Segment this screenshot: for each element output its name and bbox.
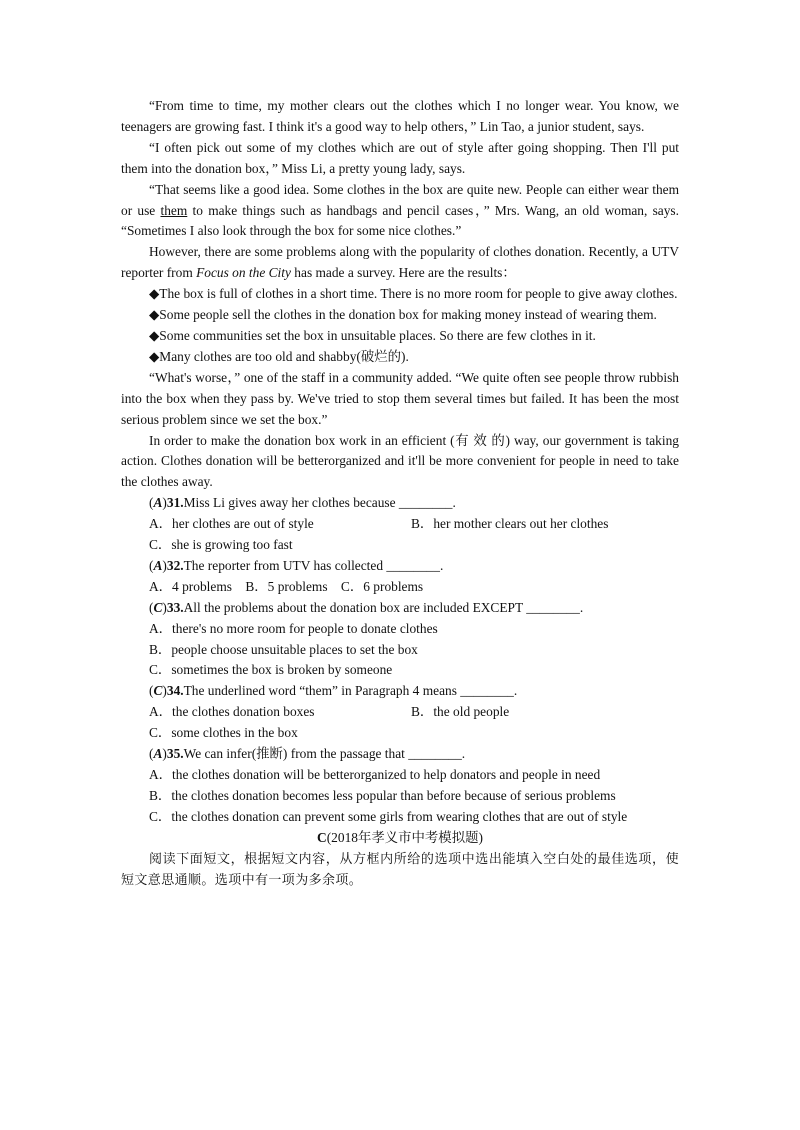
bullet-item-1: ◆The box is full of clothes in a short time. There is no more room for people to give away clothes. xyxy=(149,286,678,302)
answer-31: A xyxy=(153,495,163,511)
question-paren-close: ) xyxy=(162,599,167,615)
paragraph-mrs-wang-part1: “That seems like a good idea. Some clothes in the box are quite new. People can either wear them or use xyxy=(121,181,679,218)
question-31 xyxy=(121,493,679,514)
question-paren-open: ( xyxy=(149,599,154,615)
question-text: All the problems about the donation box are included EXCEPT ________. xyxy=(183,599,584,615)
question-number: 31. xyxy=(166,495,184,511)
paragraph-survey-part2: has made a survey. Here are the results： xyxy=(290,265,516,281)
question-number: 34. xyxy=(166,683,184,699)
options-31-row1 xyxy=(121,514,679,535)
question-35 xyxy=(121,744,679,765)
question-text: We can infer(推断) from the passage that ________. xyxy=(183,746,466,762)
question-paren-close: ) xyxy=(162,495,167,511)
question-text: The underlined word “them” in Paragraph 4 means ________. xyxy=(183,683,518,699)
paragraph-survey-part1: However, there are some problems along with the popularity of clothes donation. Recently, a UTV reporter from xyxy=(121,244,679,281)
option-33-a: A．there's no more room for people to donate clothes xyxy=(149,620,438,636)
question-number: 35. xyxy=(166,746,184,762)
bullet-item-4: ◆Many clothes are too old and shabby(破烂的). xyxy=(149,348,409,364)
question-text: The reporter from UTV has collected ________. xyxy=(183,557,444,573)
question-paren-open: ( xyxy=(149,557,154,573)
option-35-a: A．the clothes donation will be betterorganized to help donators and people in need xyxy=(149,767,601,782)
program-title: Focus on the City xyxy=(196,265,291,281)
question-paren-open: ( xyxy=(149,746,154,762)
answer-34: C xyxy=(153,683,163,699)
section-source: (2018年孝义市中考模拟题) xyxy=(326,829,483,845)
option-35-c: C．the clothes donation can prevent some girls from wearing clothes that are out of style xyxy=(149,808,628,824)
option-31-b: B．her mother clears out her clothes xyxy=(411,516,609,532)
question-paren-close: ) xyxy=(162,557,167,573)
option-34-b: B．the old people xyxy=(411,704,510,720)
paragraph-lin-tao: “From time to time, my mother clears out the clothes which I no longer wear. You know, we teenagers are growing fast. I think it's a good way to help others，” Lin Tao, a junior student, says. xyxy=(121,98,679,134)
answer-35: A xyxy=(153,746,163,762)
option-33-c: C．sometimes the box is broken by someone xyxy=(149,662,393,678)
paragraph-government: In order to make the donation box work in an efficient (有 效 的) way, our government is taking action. Clothes donation will be betterorganized and it'll be more convenient for people in need to take the clothes away. xyxy=(121,432,679,490)
answer-33: C xyxy=(153,599,163,615)
section-letter: C xyxy=(317,829,327,845)
option-33-b: B．people choose unsuitable places to set the box xyxy=(149,641,418,657)
paragraph-miss-li: “I often pick out some of my clothes which are out of style after going shopping. Then I'll put them into the donation box，” Miss Li, a pretty young lady, says. xyxy=(121,139,679,176)
question-paren-close: ) xyxy=(162,683,167,699)
question-text: Miss Li gives away her clothes because ________. xyxy=(183,495,456,511)
underlined-word-them: them xyxy=(160,202,188,218)
section-title xyxy=(121,828,679,849)
question-paren-open: ( xyxy=(149,683,154,699)
question-33 xyxy=(121,598,679,619)
question-paren-close: ) xyxy=(162,746,167,762)
section-instructions: 阅读下面短文，根据短文内容，从方框内所给的选项中选出能填入空白处的最佳选项，使短文意思通顺。选项中有一项为多余项。 xyxy=(121,851,679,889)
paragraph-worse: “What's worse，” one of the staff in a community added. “We quite often see people throw rubbish into the box when they pass by. We've tried to stop them several times but failed. It has been the most serious problem since we set the box.” xyxy=(121,369,679,427)
paragraph-mrs-wang xyxy=(121,180,679,243)
exam-page xyxy=(121,96,679,892)
question-34 xyxy=(121,681,679,702)
answer-32: A xyxy=(153,557,163,573)
option-31-a: A．her clothes are out of style xyxy=(149,516,314,532)
option-35-b: B．the clothes donation becomes less popular than before because of serious problems xyxy=(149,787,616,803)
bullet-item-3: ◆Some communities set the box in unsuitable places. So there are few clothes in it. xyxy=(149,327,596,343)
question-number: 32. xyxy=(166,557,184,573)
question-paren-open: ( xyxy=(149,495,154,511)
question-32 xyxy=(121,556,679,577)
paragraph-survey xyxy=(121,242,679,284)
option-34-c: C．some clothes in the box xyxy=(149,725,298,741)
option-34-a: A．the clothes donation boxes xyxy=(149,704,315,720)
options-34-row1 xyxy=(121,702,679,723)
paragraph-mrs-wang-part2: to make things such as handbags and pencil cases，” Mrs. Wang, an old woman, says. “Sometimes I also look through the box for some nice clothes.” xyxy=(121,202,679,239)
options-32: A．4 problems B．5 problems C．6 problems xyxy=(149,578,424,594)
question-number: 33. xyxy=(166,599,184,615)
option-31-c: C．she is growing too fast xyxy=(149,537,293,553)
bullet-item-2: ◆Some people sell the clothes in the donation box for making money instead of wearing them. xyxy=(149,307,657,323)
